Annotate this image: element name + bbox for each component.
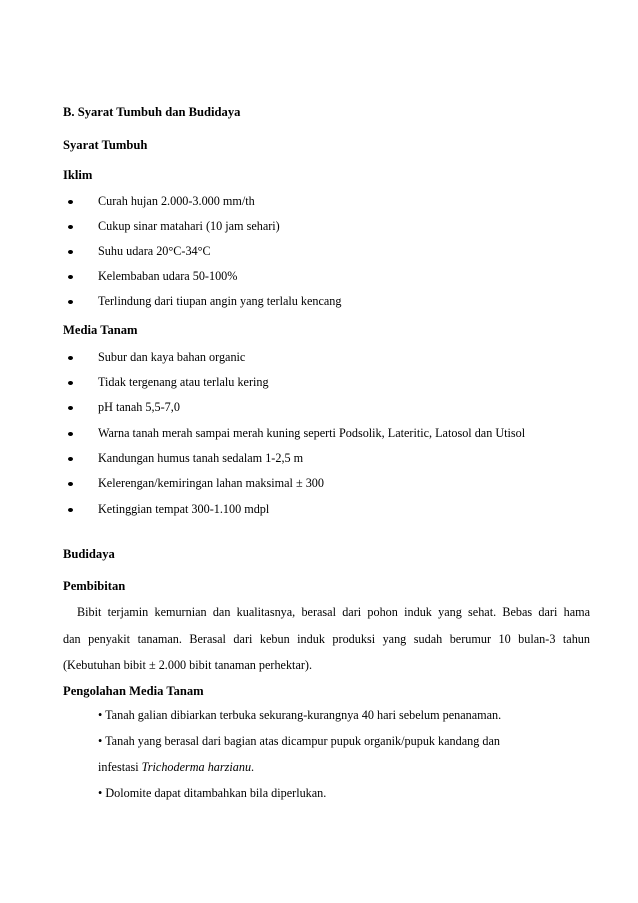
- document-page: B. Syarat Tumbuh dan Budidaya Syarat Tumbuh Iklim Curah hujan 2.000-3.000 mm/th Cukup sinar matahari (10 jam sehari) Suhu udara 20°C-34°C Kelembaban udara 50-100% Terlindung dari tiupan angin yang terlalu kencang Media Tanam Subur dan kaya bahan organic Tidak tergenang atau terlalu kering pH tanah 5,5-7,0 Warna tanah merah sampai merah kuning seperti Podsolik, Lateritic, Latosol dan Utisol Kandungan humus tanah sedalam 1-2,5 m Kelerengan/kemiringan lahan maksimal ± 300 Ketinggian tempat 300-1.100 mdpl Budidaya Pembibitan Bibit terjamin kemurnian dan kualitasnya, berasal dari pohon induk yang sehat. Bebas dari hama dan penyakit tanaman. Berasal dari kebun induk produksi yang sudah berumur 10 bulan-3 tahun (Kebutuhan bibit ± 2.000 bibit tanaman perhektar). Pengolahan Media Tanam • Tanah galian dibiarkan terbuka sekurang-kurangnya 40 hari sebelum penanaman. • Tanah yang berasal dari bagian atas dicampur pupuk organik/pupuk kandang dan infestasi Trichoderma harzianu. • Dolomite dapat ditambahkan bila diperlukan.: [63, 105, 590, 800]
- bullet-icon: [68, 275, 73, 279]
- bullet-icon: [68, 250, 73, 254]
- bullet-icon: [68, 482, 73, 486]
- syarat-tumbuh-heading: Syarat Tumbuh: [63, 138, 148, 152]
- paragraph-line: dan penyakit tanaman. Berasal dari kebun induk produksi yang sudah berumur 10 bulan-3 tahun: [63, 632, 590, 646]
- bullet-icon: [68, 200, 73, 204]
- bullet-icon: [68, 356, 73, 360]
- bullet-icon: [68, 457, 73, 461]
- bullet-icon: [68, 381, 73, 385]
- paragraph-line: Bibit terjamin kemurnian dan kualitasnya, berasal dari pohon induk yang sehat. Bebas dari hama: [77, 605, 590, 619]
- bullet-icon: [68, 225, 73, 229]
- pengolahan-item: • Dolomite dapat ditambahkan bila diperlukan.: [98, 786, 327, 800]
- pengolahan-item: • Tanah yang berasal dari bagian atas dicampur pupuk organik/pupuk kandang dan: [98, 734, 500, 748]
- pengolahan-heading: Pengolahan Media Tanam: [63, 684, 204, 698]
- section-b-title: B. Syarat Tumbuh dan Budidaya: [63, 105, 241, 119]
- paragraph-line: (Kebutuhan bibit ± 2.000 bibit tanaman perhektar).: [63, 658, 313, 672]
- pembibitan-heading: Pembibitan: [63, 579, 126, 593]
- pengolahan-item-continuation: infestasi Trichoderma harzianu.: [98, 760, 255, 774]
- pengolahan-item: • Tanah galian dibiarkan terbuka sekurang-kurangnya 40 hari sebelum penanaman.: [98, 708, 502, 722]
- budidaya-heading: Budidaya: [63, 547, 115, 561]
- bullet-icon: [68, 432, 73, 436]
- bullet-icon: [68, 406, 73, 410]
- bullet-icon: [68, 300, 73, 304]
- media-tanam-heading: Media Tanam: [63, 323, 138, 337]
- iklim-heading: Iklim: [63, 168, 93, 182]
- species-name: Trichoderma harzianu: [141, 760, 252, 774]
- bullet-icon: [68, 508, 73, 512]
